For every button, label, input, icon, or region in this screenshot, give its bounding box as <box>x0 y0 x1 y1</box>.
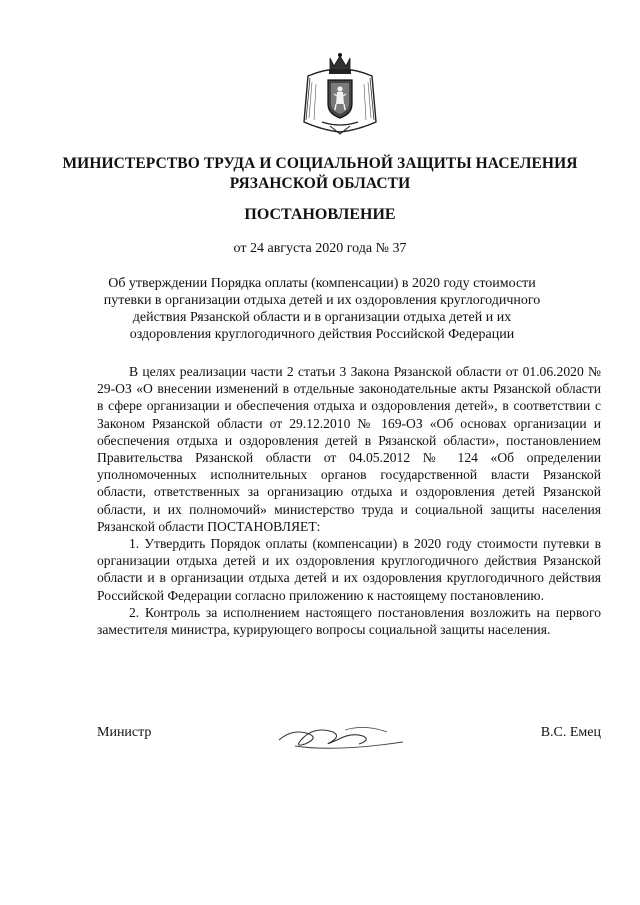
document-date-number: от 24 августа 2020 года № 37 <box>233 241 407 256</box>
ministry-name <box>60 154 580 194</box>
ministry-name-line2: РЯЗАНСКОЙ ОБЛАСТИ <box>229 175 411 192</box>
signatory-title: Министр <box>97 725 152 740</box>
document-title <box>92 275 552 343</box>
document-title-line4: оздоровления круглогодичного действия Российской Федерации <box>129 327 515 342</box>
preamble-paragraph: В целях реализации части 2 статьи 3 Закона Рязанской области от 01.06.2020 № 29-ОЗ «О внесении изменений в отдельные законодательные акты Рязанской области в сфере организации и обеспечения отдыха и оздоровления детей», в соответствии с Законом Рязанской области от 29.12.2010 № 169-ОЗ «Об основах организации и обеспечения отдыха и оздоровления детей в Рязанской области», постановлением Правительства Рязанской области от 04.05.2012 № 124 «Об определении уполномоченных исполнительных органов государственной власти Рязанской области, ответственных за организацию отдыха и оздоровления детей Рязанской области, и их полномочий» министерство труда и социальной защиты населения Рязанской области ПОСТАНОВЛЯЕТ: <box>97 364 601 534</box>
signatory-name: В.С. Емец <box>540 725 601 740</box>
ministry-name-line1: МИНИСТЕРСТВО ТРУДА И СОЦИАЛЬНОЙ ЗАЩИТЫ НАСЕЛЕНИЯ <box>62 155 578 172</box>
handwritten-signature <box>275 718 415 754</box>
item-2-paragraph: 2. Контроль за исполнением настоящего постановления возложить на первого заместителя министра, курирующего вопросы социальной защиты населения. <box>97 604 601 638</box>
item-1-paragraph: 1. Утвердить Порядок оплаты (компенсации) в 2020 году стоимости путевки в организации отдыха детей и их оздоровления круглогодичного действия Рязанской области и в организации отдыха детей и их оздоровления круглогодичного действия Российской Федерации согласно приложению к настоящему постановлению. <box>97 536 601 603</box>
signature-block <box>97 724 601 764</box>
document-title-line1: Об утверждении Порядка оплаты (компенсации) в 2020 году стоимости <box>108 276 536 291</box>
document-body <box>97 363 601 638</box>
coat-of-arms-icon <box>300 52 380 136</box>
document-title-line3: действия Рязанской области и в организации отдыха детей и их <box>132 310 512 325</box>
document-title-line2: путевки в организации отдыха детей и их оздоровления круглогодичного <box>103 293 541 308</box>
document-type: ПОСТАНОВЛЕНИЕ <box>244 206 396 223</box>
